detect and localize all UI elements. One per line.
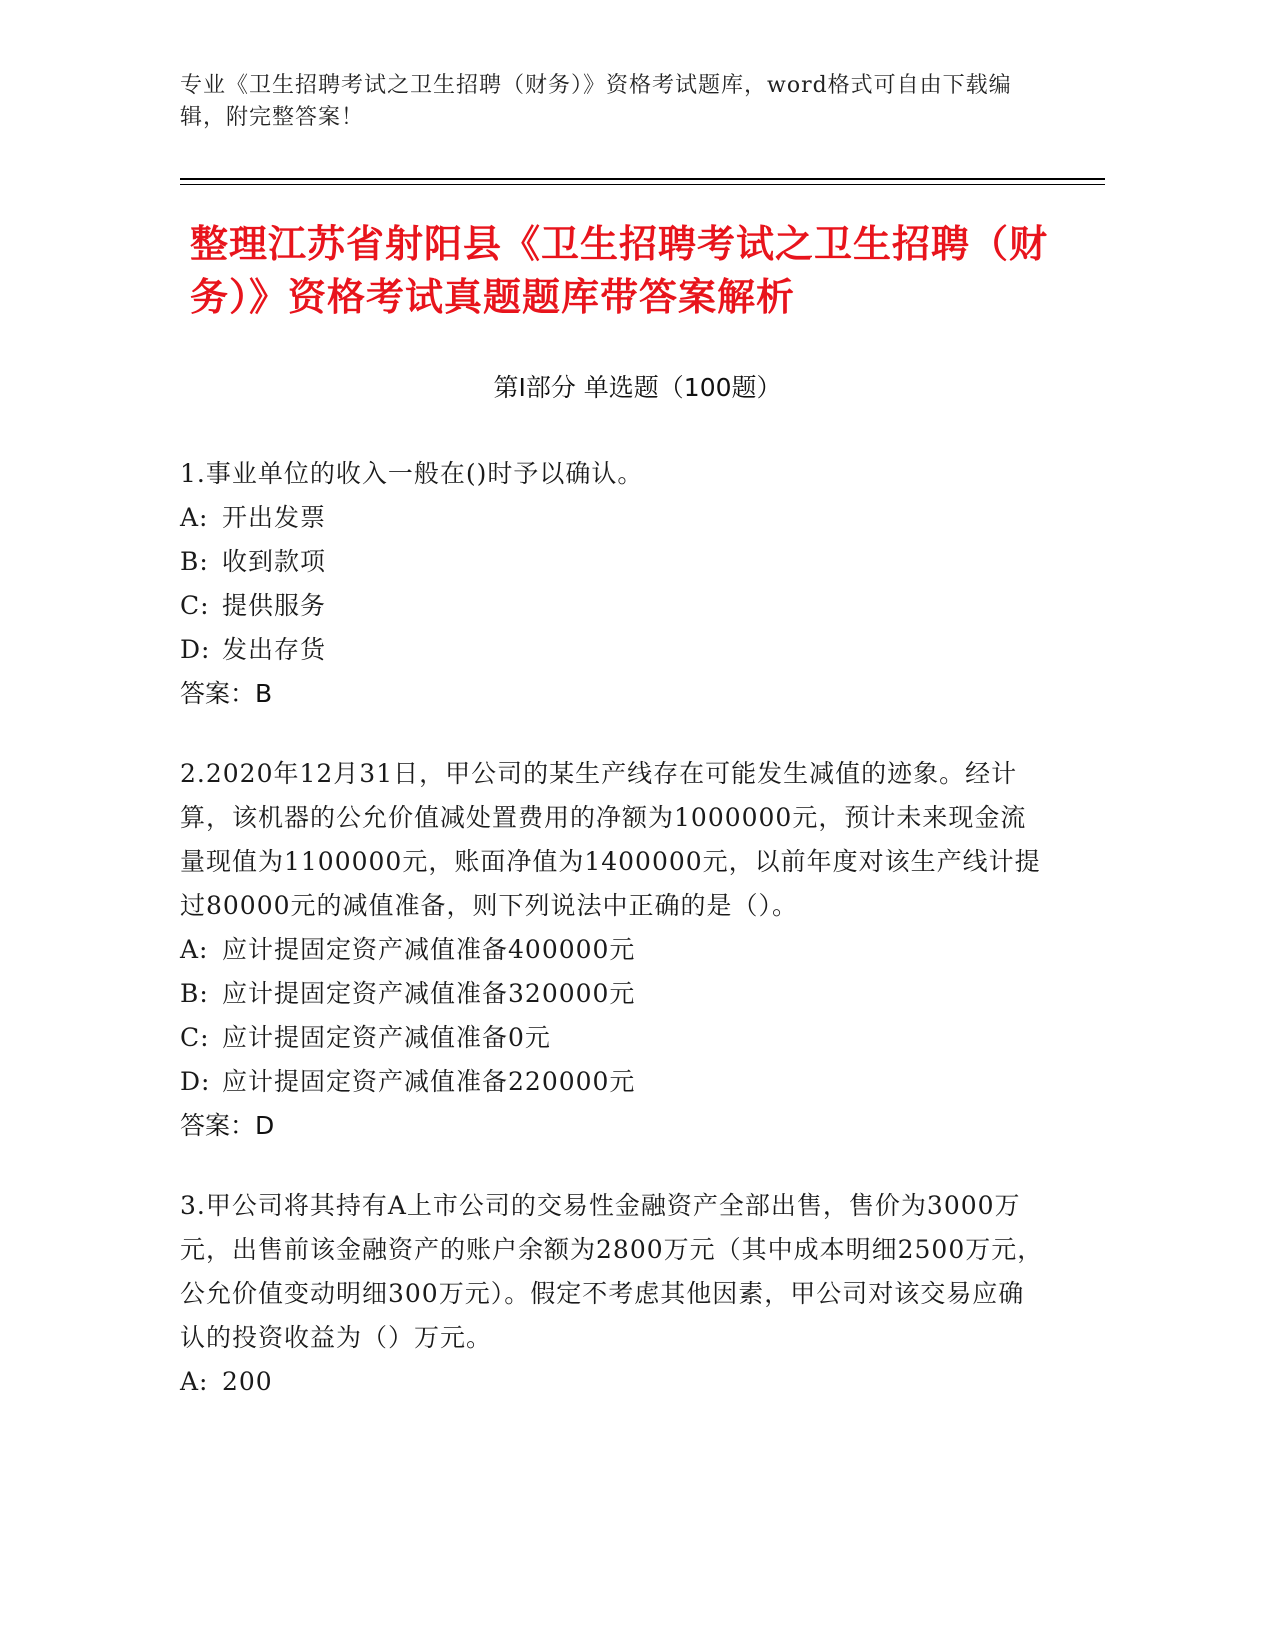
- option-key: A:: [180, 503, 209, 532]
- answer-line: 答案：B: [180, 679, 273, 708]
- option-text: 提供服务: [222, 591, 327, 620]
- option-c: [180, 1016, 1050, 1060]
- option-a: [180, 496, 1050, 540]
- option-a: [180, 928, 1050, 972]
- header-rule-thick: [180, 178, 1105, 180]
- header-note: 专业《卫生招聘考试之卫生招聘（财务）》资格考试题库，word格式可自由下载编辑，附完整答案！: [180, 73, 1012, 130]
- question-stem: 1.事业单位的收入一般在()时予以确认。: [180, 459, 644, 488]
- section-heading: 第Ⅰ部分 单选题（100题）: [493, 373, 782, 402]
- option-text: 应计提固定资产减值准备0元: [222, 1023, 551, 1052]
- option-text: 开出发票: [222, 503, 327, 532]
- option-key: B:: [180, 547, 209, 576]
- option-key: D:: [180, 1067, 211, 1096]
- option-d: [180, 1060, 1050, 1104]
- option-a: [180, 1360, 1050, 1404]
- question-3: [180, 1184, 1050, 1404]
- option-d: [180, 628, 1050, 672]
- option-key: C:: [180, 1023, 210, 1052]
- option-key: D:: [180, 635, 211, 664]
- option-key: A:: [180, 1367, 209, 1396]
- option-text: 应计提固定资产减值准备220000元: [222, 1067, 636, 1096]
- option-text: 发出存货: [222, 635, 327, 664]
- question-2: [180, 752, 1050, 1148]
- option-b: [180, 972, 1050, 1016]
- answer-line: 答案：D: [180, 1111, 275, 1140]
- option-b: [180, 540, 1050, 584]
- option-text: 收到款项: [222, 547, 327, 576]
- header-rule-thin: [180, 184, 1105, 185]
- document-title: 整理江苏省射阳县《卫生招聘考试之卫生招聘（财务）》资格考试真题题库带答案解析: [190, 222, 1049, 319]
- option-key: A:: [180, 935, 209, 964]
- option-key: B:: [180, 979, 209, 1008]
- option-key: C:: [180, 591, 210, 620]
- question-stem: 3.甲公司将其持有A上市公司的交易性金融资产全部出售，售价为3000万元，出售前该金融资产的账户余额为2800万元（其中成本明细2500万元，公允价值变动明细300万元）。假定不考虑其他因素，甲公司对该交易应确认的投资收益为（）万元。: [180, 1191, 1044, 1352]
- option-text: 应计提固定资产减值准备320000元: [222, 979, 636, 1008]
- question-1: [180, 452, 1050, 716]
- question-stem: 2.2020年12月31日，甲公司的某生产线存在可能发生减值的迹象。经计算，该机器的公允价值减处置费用的净额为1000000元，预计未来现金流量现值为1100000元，账面净值为1400000元，以前年度对该生产线计提过80000元的减值准备，则下列说法中正确的是（）。: [180, 759, 1041, 920]
- question-list: [180, 452, 1050, 1440]
- option-text: 应计提固定资产减值准备400000元: [222, 935, 636, 964]
- option-c: [180, 584, 1050, 628]
- option-text: 200: [222, 1367, 273, 1396]
